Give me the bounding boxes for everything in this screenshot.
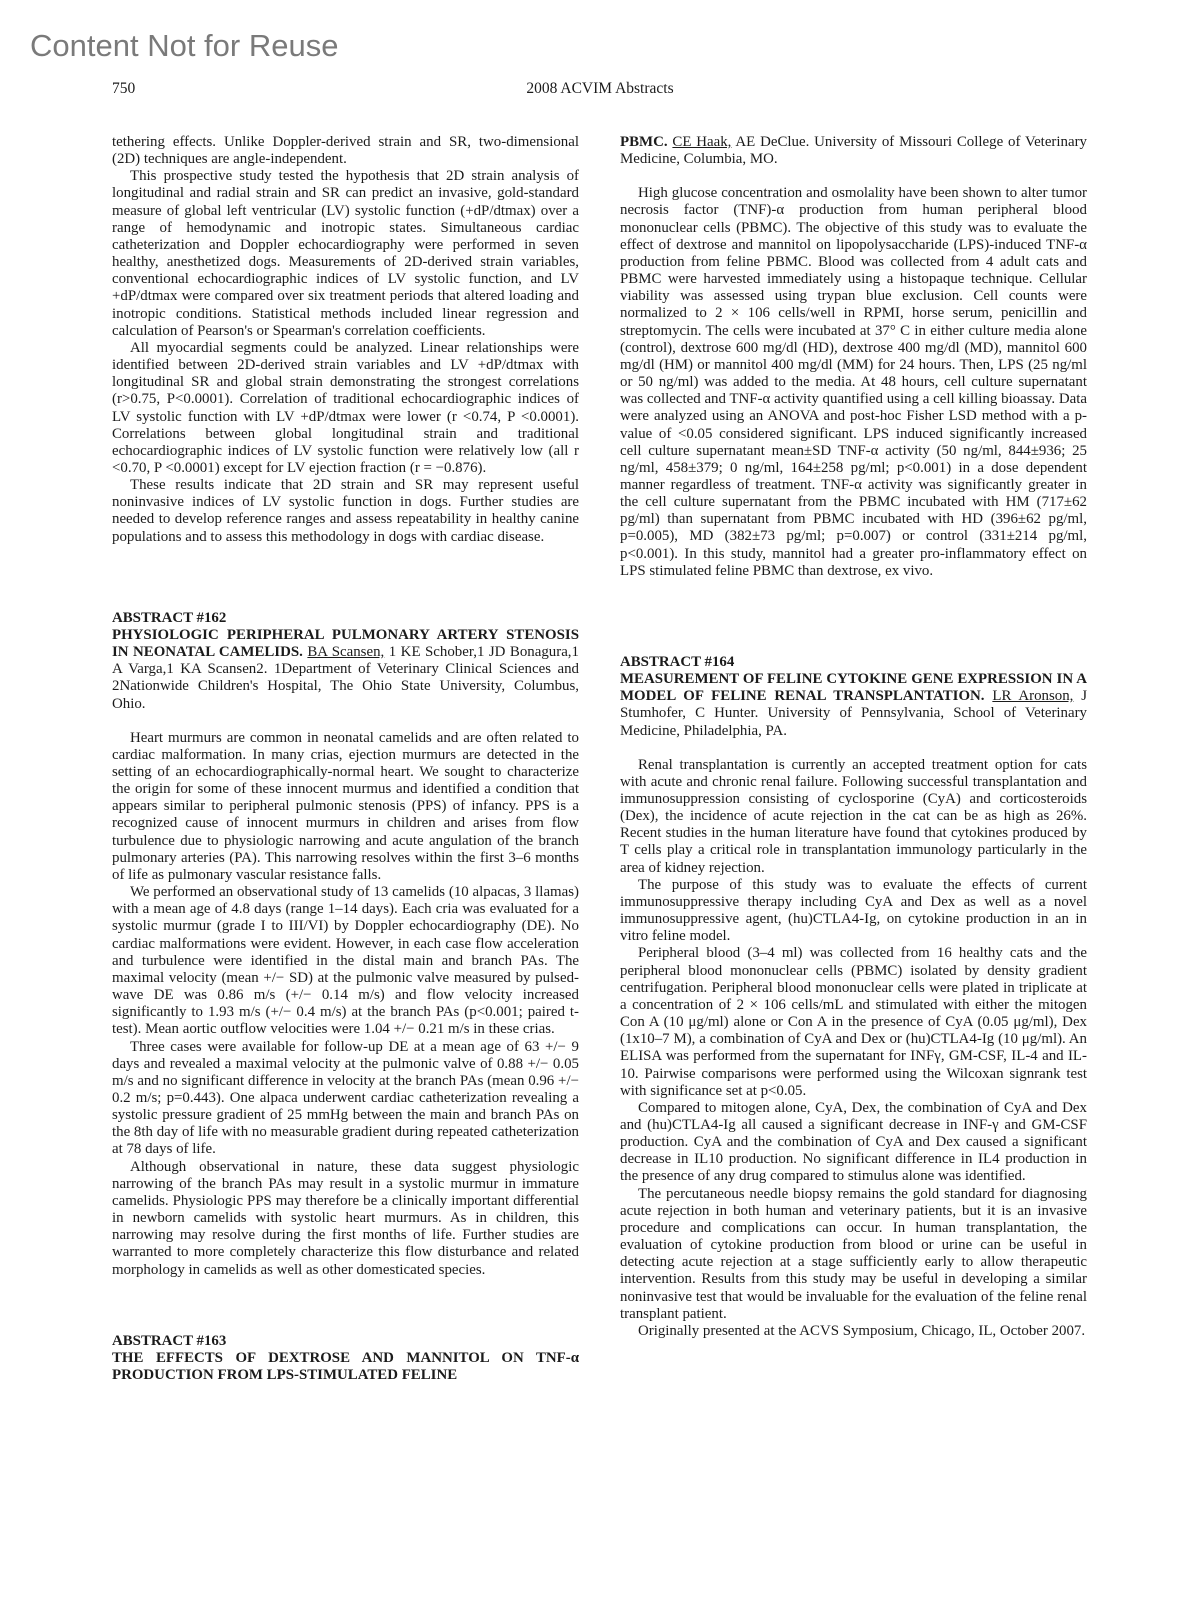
running-title: 2008 ACVIM Abstracts bbox=[526, 80, 674, 97]
right-column bbox=[620, 134, 1087, 1340]
abstract-title: PHYSIOLOGIC PERIPHERAL PULMONARY ARTERY STENOSIS IN NEONATAL CAMELIDS. bbox=[112, 626, 579, 661]
abstract-title: THE EFFECTS OF DEXTROSE AND MANNITOL ON TNF-α PRODUCTION FROM LPS-STIMULATED FELINE bbox=[112, 1349, 579, 1383]
paragraph: tethering effects. Unlike Doppler-derived strain and SR, two-dimensional (2D) techniques are angle-independent. bbox=[112, 134, 579, 168]
abstract-163-heading-continued bbox=[620, 134, 1087, 168]
paragraph: The purpose of this study was to evaluate the effects of current immunosuppressive therapy including CyA and Dex as well as a novel immunosuppressive agent, (hu)CTLA4-Ig, on cytokine production in an in vitro feline model. bbox=[620, 876, 1087, 945]
watermark: Content Not for Reuse bbox=[30, 28, 339, 63]
paragraph: Heart murmurs are common in neonatal camelids and are often related to cardiac malformation. In many crias, ejection murmurs are detected in the setting of an echocardiographically-normal heart. We sought to characterize the origin for some of these innocent murmus and identified a condition that appears similar to peripheral pulmonic stenosis (PPS) of infancy. PPS is a recognized cause of innocent murmurs in children and arises from flow turbulence due to physiologic narrowing and acute angulation of the branch pulmonary arteries (PA). This narrowing resolves within the first 3–6 months of life as pulmonary vascular resistance falls. bbox=[112, 729, 579, 883]
author-affiliations: 1 KE Schober,1 JD Bonagura,1 A Varga,1 KA Scansen2. 1Department of Veterinary Clinical Sciences and 2Nationwide Children's Hospital, The Ohio State University, Columbus, Ohio. bbox=[112, 644, 579, 712]
abstract-number: ABSTRACT #164 bbox=[620, 653, 735, 670]
paragraph: We performed an observational study of 13 camelids (10 alpacas, 3 llamas) with a mean age of 4.8 days (range 1–14 days). Each cria was evaluated for a systolic murmur (grade I to III/VI) by Doppler echocardiography (DE). No cardiac malformations were evident. However, in each case flow acceleration and turbulence were identified in the distal main and branch PAs. The maximal velocity (mean +/− SD) at the pulmonic valve measured by pulsed-wave DE was 0.86 m/s (+/− 0.14 m/s) and flow velocity increased significantly to 1.93 m/s (+/− 0.4 m/s) at the branch PAs (p<0.001; paired t-test). Mean aortic outflow velocities were 1.04 +/− 0.21 m/s in these crias. bbox=[112, 884, 579, 1038]
author-affiliations: AE DeClue. University of Missouri College of Veterinary Medicine, Columbia, MO. bbox=[620, 134, 1087, 168]
paragraph: High glucose concentration and osmolality have been shown to alter tumor necrosis factor (TNF)-α production from human peripheral blood mononuclear cells (PBMC). The objective of this study was to evaluate the effect of dextrose and mannitol on lipopolysaccharide (LPS)-induced TNF-α production from feline PBMC. Blood was collected from 4 adult cats and PBMC were harvested immediately using a histopaque technique. Cellular viability was assessed using trypan blue exclusion. Cell counts were normalized to 2 × 106 cells/well in RPMI, horse serum, penicillin and streptomycin. The cells were incubated at 37° C in either culture media alone (control), dextrose 600 mg/dl (HD), dextrose 400 mg/dl (MD), mannitol 600 mg/dl (HM) or mannitol 400 mg/dl (MM) for 24 hours. Then, LPS (25 ng/ml or 50 ng/ml) was added to the media. At 48 hours, cell culture supernatant was collected and TNF-α activity quantified using a cell killing bioassay. Data were analyzed using an ANOVA and post-hoc Fisher LSD method with a p-value of <0.05 considered significant. LPS induced significantly increased cell culture supernatant mean±SD TNF-α activity (50 ng/ml, 844±936; 25 ng/ml, 458±379; 0 ng/ml, 164±258 pg/ml; p<0.001) in a dose dependent manner regardless of treatment. TNF-α activity was significantly greater in the cell culture supernatant from the PBMC incubated with HM (717±62 pg/ml) than supernatant from PBMC incubated with HD (396±62 pg/ml, p=0.005), MD (382±73 pg/ml; p=0.007) or control (331±214 pg/ml, p<0.001). In this study, mannitol had a greater pro-inflammatory effect on LPS stimulated feline PBMC than dextrose, ex vivo. bbox=[620, 185, 1087, 579]
abstract-162-heading bbox=[112, 610, 579, 713]
abstract-title: MEASUREMENT OF FELINE CYTOKINE GENE EXPRESSION IN A MODEL OF FELINE RENAL TRANSPLANTATION. bbox=[620, 671, 1087, 705]
presenting-author: CE Haak, bbox=[672, 134, 732, 150]
paragraph: This prospective study tested the hypothesis that 2D strain analysis of longitudinal and radial strain and SR can predict an invasive, gold-standard measure of global left ventricular (LV) systolic function (+dP/dtmax) over a range of hemodynamic and inotropic states. Simultaneous cardiac catheterization and Doppler echocardiography were performed in seven healthy, anesthetized dogs. Measurements of 2D-derived strain variables, conventional echocardiographic indices of LV systolic function, and LV +dP/dtmax were compared over six treatment periods that altered loading and inotropic conditions. Statistical methods included linear regression and calculation of Pearson's or Spearman's correlation coefficients. bbox=[112, 168, 579, 339]
left-column bbox=[112, 134, 579, 1384]
page-number: 750 bbox=[112, 80, 136, 97]
paragraph: Compared to mitogen alone, CyA, Dex, the combination of CyA and Dex and (hu)CTLA4-Ig all caused a significant decrease in INF-γ and GM-CSF production. CyA and the combination of CyA and Dex caused a significant decrease in IL10 production. No significant difference in IL4 production in the presence of any drug compared to stimulus alone was identified. bbox=[620, 1099, 1087, 1185]
paragraph: Renal transplantation is currently an accepted treatment option for cats with acute and chronic renal failure. Following successful transplantation and immunosuppression consisting of cyclosporine (CyA) and corticosteroids (Dex), the incidence of acute rejection in the cat can be as high as 26%. Recent studies in the human literature have found that cytokines produced by T cells play a critical role in transplantation immunology particularly in the area of kidney rejection. bbox=[620, 756, 1087, 876]
abstract-163-heading bbox=[112, 1333, 579, 1384]
author-affiliations: J Stumhofer, C Hunter. University of Pennsylvania, School of Veterinary Medicine, Philadelphia, PA. bbox=[620, 688, 1087, 739]
paragraph: The percutaneous needle biopsy remains the gold standard for diagnosing acute rejection in both human and veterinary patients, but it is an invasive procedure and complications can occur. In human transplantation, the evaluation of cytokine production from blood or urine can be useful in detecting acute rejection at a stage sufficiently early to allow therapeutic intervention. Results from this study may be useful in developing a similar noninvasive test that would be invaluable for the evaluation of the feline renal transplant patient. bbox=[620, 1185, 1087, 1322]
paragraph: All myocardial segments could be analyzed. Linear relationships were identified between 2D-derived strain variables and LV +dP/dtmax with longitudinal SR and global strain demonstrating the strongest correlations (r>0.75, P<0.0001). Correlation of traditional echocardiographic indices of LV systolic function with LV +dP/dtmax were lower (r <0.74, P <0.0001). Correlations between global longitudinal strain and traditional echocardiographic indices of LV systolic function were relatively low (all r <0.70, P <0.0001) except for LV ejection fraction (r = −0.876). bbox=[112, 339, 579, 476]
paragraph: Originally presented at the ACVS Symposium, Chicago, IL, October 2007. bbox=[638, 1322, 1086, 1339]
abstract-title: PBMC. bbox=[620, 134, 668, 150]
paragraph: Although observational in nature, these data suggest physiologic narrowing of the branch PAs may result in a systolic murmur in immature camelids. Physiologic PPS may therefore be a clinically important differential in newborn camelids with systolic heart murmurs. As in children, this narrowing may resolve during the first months of life. Further studies are warranted to more completely characterize this flow disturbance and related morphology in camelids as well as other domesticated species. bbox=[112, 1158, 579, 1278]
presenting-author: LR Aronson, bbox=[992, 688, 1074, 705]
abstract-number: ABSTRACT #163 bbox=[112, 1332, 227, 1349]
abstract-number: ABSTRACT #162 bbox=[112, 609, 227, 626]
presenting-author: BA Scansen, bbox=[307, 644, 385, 661]
abstract-164-heading bbox=[620, 654, 1087, 740]
paragraph: Peripheral blood (3–4 ml) was collected from 16 healthy cats and the peripheral blood mononuclear cells (PBMC) isolated by density gradient centrifugation. Peripheral blood mononuclear cells were plated in triplicate at a concentration of 2 × 106 cells/mL and stimulated with either the mitogen Con A (10 μg/ml) alone or Con A in the presence of CyA (0.05 μg/ml), Dex (1x10–7 M), a combination of CyA and Dex or (hu)CTLA4-Ig (10 μg/ml). An ELISA was performed from the supernatant for INFγ, GM-CSF, IL-4 and IL-10. Pairwise comparisons were performed using the Wilcoxan signrank test with significance set at p<0.05. bbox=[620, 945, 1087, 1099]
paragraph: Three cases were available for follow-up DE at a mean age of 63 +/− 9 days and revealed a maximal velocity at the pulmonic valve of 0.88 +/− 0.05 m/s and no significant difference in velocity at the branch PAs (mean 0.96 +/− 0.2 m/s; p=0.443). One alpaca underwent cardiac catheterization revealing a systolic pressure gradient of 25 mmHg between the main and branch PAs on the 8th day of life with no measurable gradient during repeated catheterization at 78 days of life. bbox=[112, 1038, 579, 1158]
paragraph: These results indicate that 2D strain and SR may represent useful noninvasive indices of LV systolic function in dogs. Further studies are needed to develop reference ranges and assess repeatability in healthy canine populations and to assess this methodology in dogs with cardiac disease. bbox=[112, 477, 579, 545]
